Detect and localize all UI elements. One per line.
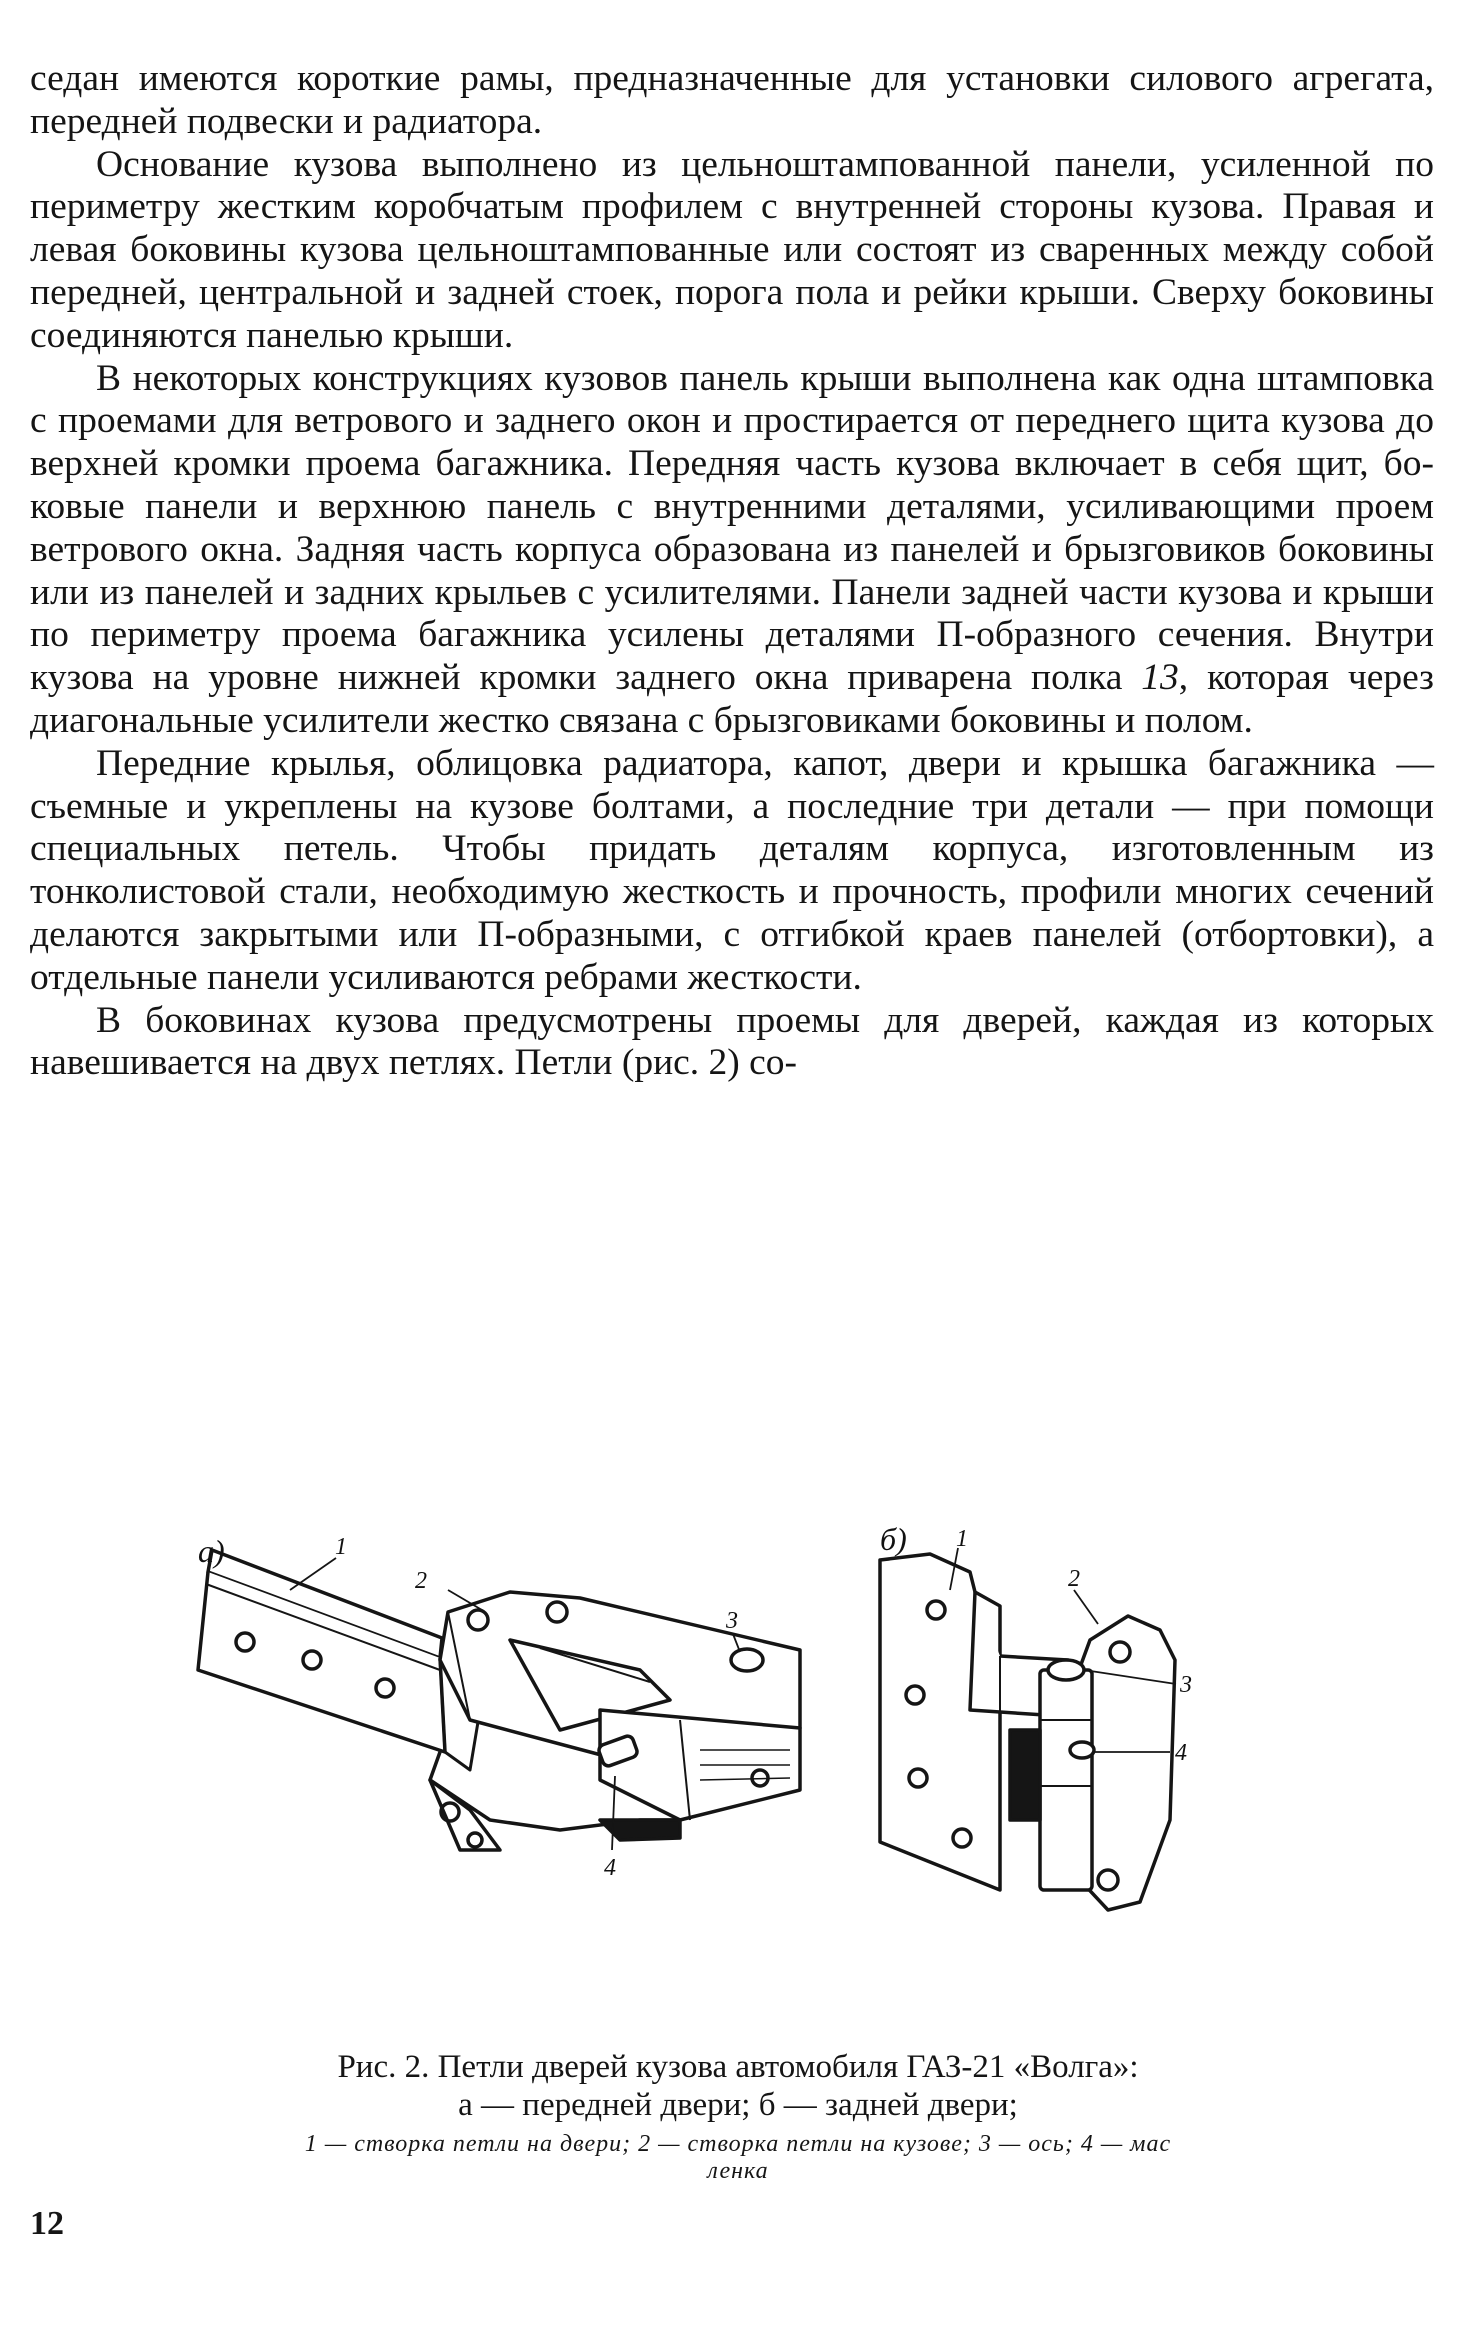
rear-door-hinge-drawing [880, 1554, 1175, 1910]
callout-a-3: 3 [726, 1608, 738, 1634]
shelf-reference: 13 [1141, 657, 1179, 699]
paragraph-2: Основание кузова выполнено из цельноштампованной панели, усиленной по периметру жестким коробчатым профилем с внутренней стороны кузова. Правая и левая боковины кузова цельноштампованные или состоят из сваренных между собой передней, центральной и задней стоек, порога пола и рейки крыши. Сверху боковины соединяются панелью крыши. [30, 143, 1434, 356]
paragraph-3-part-1: В некоторых конструкциях кузовов панель крыши выполнена как одна штамповка с проемами для ветрового и заднего окон и простирается от переднего щита кузова до верхней кромки проема багажника. Передняя часть кузова включает в себя щит, боковые панели и верхнюю панель с внутренними деталями, усиливающими проем ветрового окна. Задняя часть корпуса образована из панелей и брызговиков боковины или из панелей и задних крыльев с усилителями. Панели задней части кузова и крыши по периметру проема багажника усилены деталями П-образного сечения. Внутри кузова на уровне нижней кромки заднего окна приварена полка [30, 357, 1434, 699]
figure-legend-line-2: ленка [707, 2158, 769, 2184]
figure-door-hinges [0, 1520, 1476, 2040]
figure-legend [120, 2131, 1356, 2185]
callout-b-4: 4 [1175, 1740, 1187, 1766]
panel-b-label: б) [880, 1521, 907, 1557]
figure-caption: Рис. 2. Петли дверей кузова автомобиля ГАЗ-21 «Волга»: [337, 2049, 1139, 2085]
paragraph-3 [30, 358, 1434, 743]
paragraph-3-part-2: , которая через диагональные усилители жестко связана с брызговиками боковины и полом. [30, 657, 1434, 741]
callout-a-4: 4 [604, 1855, 616, 1881]
figure-caption-subtitle: а — передней двери; б — задней двери; [458, 2087, 1018, 2123]
paragraph-4: Передние крылья, облицовка радиатора, капот, двери и крышка багажника — съемные и укреплены на кузове болтами, а последние три детали — при помощи специальных петель. Чтобы придать деталям корпуса, изготовленным из тонколистовой стали, необходимую жесткость и прочность, профили многих сечений делаются закрытыми или П-образными, с отгибкой краев панелей (отбортовки), а отдельные панели усиливаются ребрами жесткости. [30, 742, 1434, 998]
paragraph-5: В боковинах кузова предусмотрены проемы для дверей, каждая из которых навешивается на двух петлях. Петли (рис. 2) со- [30, 999, 1434, 1084]
page-number: 12 [30, 2205, 64, 2242]
front-door-hinge-drawing [198, 1550, 800, 1850]
panel-a-label: а) [198, 1533, 225, 1569]
figure-legend-line-1: 1 — створка петли на двери; 2 — створка петли на кузове; 3 — ось; 4 — мас [304, 2131, 1172, 2157]
callout-b-2: 2 [1068, 1566, 1080, 1592]
callout-b-3: 3 [1180, 1672, 1192, 1698]
paragraph-1: седан имеются короткие рамы, предназначенные для установки силового агрегата, передней подвески и радиатора. [30, 58, 1434, 142]
body-text [30, 58, 1434, 1085]
callout-a-1: 1 [335, 1534, 347, 1560]
hinge-drawings [0, 1520, 1476, 2040]
callout-b-1: 1 [956, 1526, 968, 1552]
callout-a-2: 2 [415, 1568, 427, 1594]
